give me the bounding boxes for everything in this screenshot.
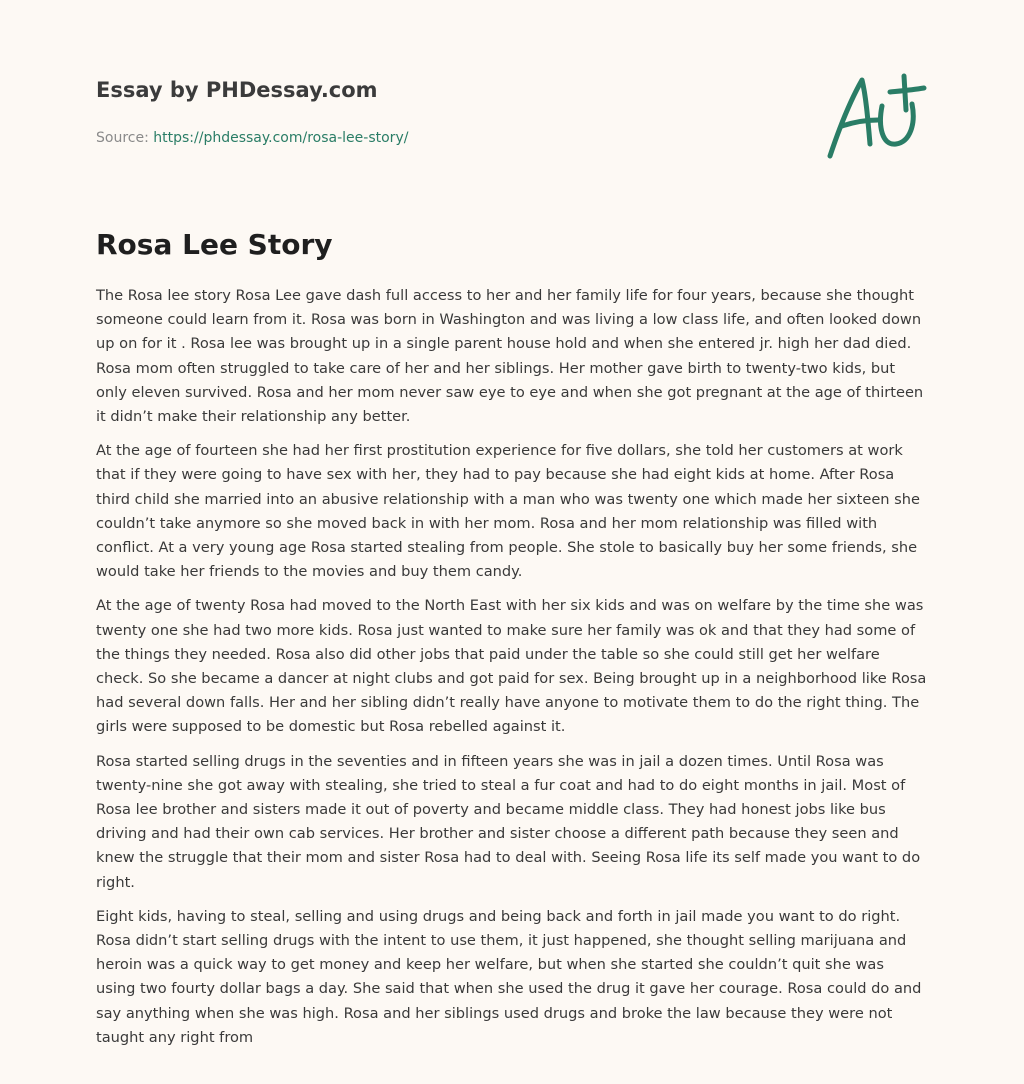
essay-title: Rosa Lee Story [96, 228, 333, 261]
brand-title: Essay by PHDessay.com [96, 78, 378, 102]
document-header [96, 76, 796, 148]
essay-paragraph: At the age of twenty Rosa had moved to the North East with her six kids and was on welfare by the time she was twenty one she had two more kids. Rosa just wanted to make sure her family was ok and that they had some of the things they needed. Rosa also did other jobs that paid under the table so she could still get her welfare check. So she became a dancer at night clubs and got paid for sex. Being brought up in a neighborhood like Rosa had several down falls. Her and her sibling didn’t really have anyone to motivate them to do the right thing. The girls were supposed to be domestic but Rosa rebelled against it. [96, 597, 927, 736]
essay-body [96, 284, 928, 1060]
source-link[interactable]: https://phdessay.com/rosa-lee-story/ [153, 130, 409, 146]
source-line [96, 128, 796, 148]
essay-paragraph: At the age of fourteen she had her first prostitution experience for five dollars, she told her customers at work that if they were going to have sex with her, they had to pay because she had eight kids at home. After Rosa third child she married into an abusive relationship with a man who was twenty one which made her sixteen she couldn’t take anymore so she moved back in with her mom. Rosa and her mom relationship was filled with conflict. At a very young age Rosa started stealing from people. She stole to basically buy her some friends, she would take her friends to the movies and buy them candy. [96, 442, 921, 581]
source-label: Source: [96, 130, 154, 146]
a-plus-grade-icon [820, 66, 930, 166]
essay-paragraph: Rosa started selling drugs in the seventies and in fifteen years she was in jail a dozen times. Until Rosa was twenty-nine she got away with stealing, she tried to steal a fur coat and had to do eight months in jail. Most of Rosa lee brother and sisters made it out of poverty and became middle class. They had honest jobs like bus driving and had their own cab services. Her brother and sister choose a different path because they seen and knew the struggle that their mom and sister Rosa had to deal with. Seeing Rosa life its self made you want to do right. [96, 752, 921, 891]
essay-paragraph: Eight kids, having to steal, selling and using drugs and being back and forth in jail made you want to do right. Rosa didn’t start selling drugs with the intent to use them, it just happened, she thought selling marijuana and heroin was a quick way to get money and keep her welfare, but when she started she couldn’t quit she was using two fourty dollar bags a day. She said that when she used the drug it gave her courage. Rosa could do and say anything when she was high. Rosa and her siblings used drugs and broke the law because they were not taught any right from [96, 907, 922, 1046]
essay-paragraph: The Rosa lee story Rosa Lee gave dash full access to her and her family life for four years, because she thought someone could learn from it. Rosa was born in Washington and was living a low class life, and often looked down up on for it . Rosa lee was brought up in a single parent house hold and when she entered jr. high her dad died. Rosa mom often struggled to take care of her and her siblings. Her mother gave birth to twenty-two kids, but only eleven survived. Rosa and her mom never saw eye to eye and when she got pregnant at the age of thirteen it didn’t make their relationship any better. [96, 287, 924, 426]
